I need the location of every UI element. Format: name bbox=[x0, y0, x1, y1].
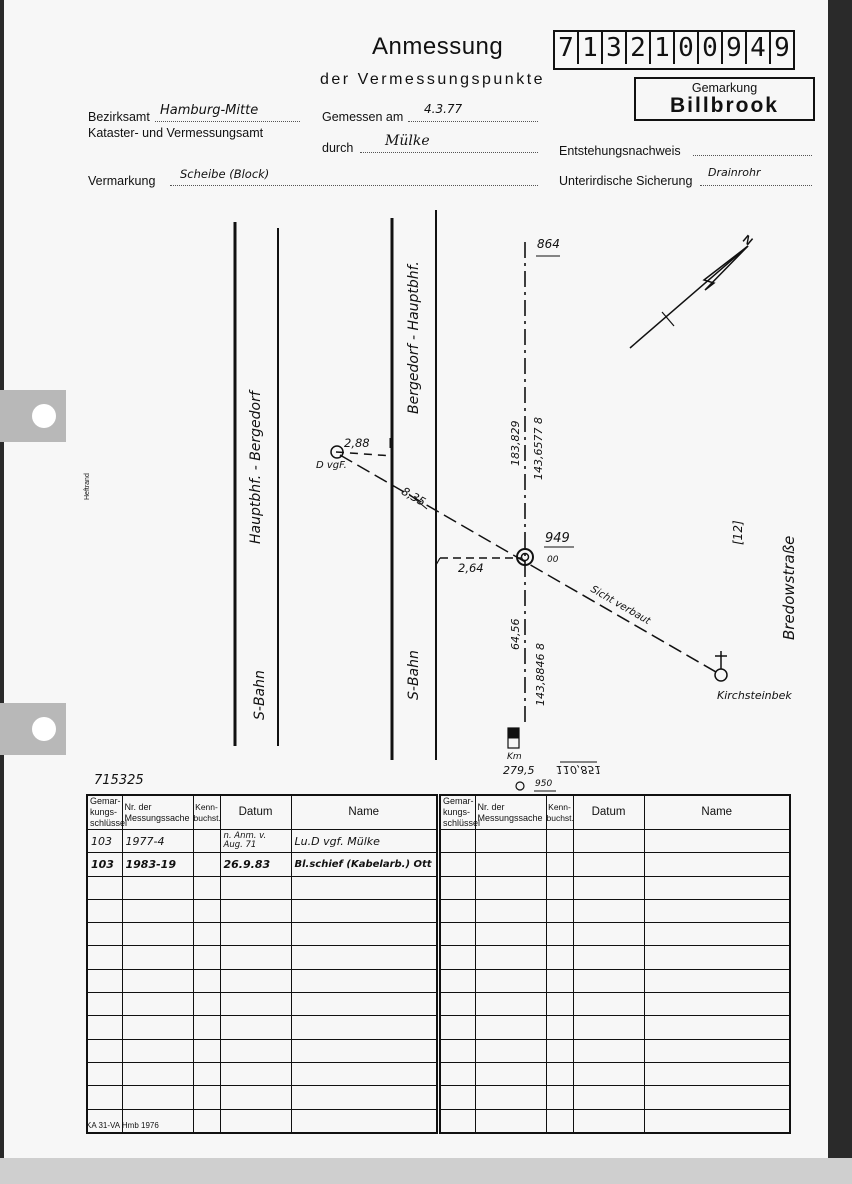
table-row-empty bbox=[440, 899, 790, 922]
table-row-empty bbox=[440, 1086, 790, 1109]
digit: 0 bbox=[699, 32, 723, 64]
cell-kenn bbox=[193, 830, 220, 853]
cell-gem: 103 bbox=[87, 853, 122, 876]
km-value: 279,5 bbox=[503, 764, 535, 777]
vermarkung-value: Scheibe (Block) bbox=[180, 167, 270, 181]
cell-nr: 1977-4 bbox=[122, 830, 193, 853]
table-row bbox=[87, 830, 437, 853]
table-row-empty bbox=[87, 946, 437, 969]
vermarkung-label: Vermarkung bbox=[88, 174, 156, 188]
digit: 3 bbox=[603, 32, 627, 64]
digit: 7 bbox=[555, 32, 579, 64]
track-right-label: Bergedorf - Hauptbhf. bbox=[406, 261, 422, 414]
track-left-sbahn: S-Bahn bbox=[252, 670, 268, 720]
table-row-empty bbox=[87, 923, 437, 946]
table-row-empty bbox=[440, 876, 790, 899]
table-row bbox=[87, 853, 437, 876]
offset-line bbox=[336, 452, 393, 456]
table-row-empty bbox=[440, 946, 790, 969]
col-kenn: Kenn-buchst. bbox=[546, 795, 573, 830]
mirrored-value: 110,851 bbox=[556, 763, 602, 776]
table-row-empty bbox=[87, 1062, 437, 1085]
km-label: Km bbox=[507, 752, 522, 762]
street-label: Bredowstraße bbox=[780, 535, 798, 640]
col-datum: Datum bbox=[573, 795, 644, 830]
table-row-empty bbox=[87, 899, 437, 922]
point-950: 950 bbox=[535, 779, 553, 789]
form-subtitle: der Vermessungspunkte bbox=[320, 71, 546, 88]
gemarkung-label: Gemarkung bbox=[691, 81, 758, 95]
church-label: Kirchsteinbek bbox=[717, 689, 792, 702]
digit: 0 bbox=[675, 32, 699, 64]
digit: 4 bbox=[747, 32, 771, 64]
north-arrow bbox=[630, 246, 748, 348]
table-row-empty bbox=[87, 969, 437, 992]
cell-gem: 103 bbox=[87, 830, 122, 853]
heftrand-label: Heftrand bbox=[84, 473, 91, 500]
table-row-empty bbox=[87, 1016, 437, 1039]
dim-2-88: 2,88 bbox=[344, 436, 370, 450]
digit: 2 bbox=[627, 32, 651, 64]
table-row-empty bbox=[440, 1062, 790, 1085]
cell-kenn bbox=[193, 853, 220, 876]
table-row-empty bbox=[440, 830, 790, 853]
col-nr: Nr. der Messungssache bbox=[122, 795, 193, 830]
dim-bottom-2: 143,8846 8 bbox=[534, 643, 547, 706]
digit: 9 bbox=[774, 33, 790, 63]
table-row-empty bbox=[440, 993, 790, 1016]
gemessen-label: Gemessen am bbox=[322, 110, 404, 124]
registry-table-right bbox=[439, 794, 791, 1134]
table-row-empty bbox=[440, 1109, 790, 1133]
table-row-empty bbox=[87, 1086, 437, 1109]
col-name: Name bbox=[291, 795, 437, 830]
table-row-empty bbox=[440, 969, 790, 992]
bezirksamt-value: Hamburg-Mitte bbox=[160, 103, 259, 118]
durch-value: Mülke bbox=[385, 133, 430, 149]
table-row-empty bbox=[87, 876, 437, 899]
table-row-empty bbox=[87, 1039, 437, 1062]
sicht-verbaut: Sicht verbaut bbox=[588, 584, 653, 628]
point-949: 949 bbox=[545, 531, 570, 546]
digit: 1 bbox=[651, 32, 675, 64]
table-reference: 715325 bbox=[94, 773, 144, 788]
entstehung-label: Entstehungsnachweis bbox=[559, 144, 681, 158]
point-d-label: D vgF. bbox=[316, 460, 347, 471]
unterirdisch-value: Drainrohr bbox=[708, 166, 761, 179]
cell-name: Bl.schief (Kabelarb.) Ott bbox=[291, 853, 437, 876]
track-left-label: Hauptbhf. - Bergedorf bbox=[248, 391, 264, 544]
unterirdisch-label: Unterirdische Sicherung bbox=[559, 174, 693, 188]
church-symbol bbox=[715, 669, 727, 681]
table-row-empty bbox=[440, 923, 790, 946]
table-row-empty bbox=[440, 1039, 790, 1062]
col-datum: Datum bbox=[220, 795, 291, 830]
parcel-label: [12] bbox=[731, 520, 745, 545]
cell-name: Lu.D vgf. Mülke bbox=[291, 830, 437, 853]
col-gemarkung: Gemar-kungs-schlüssel bbox=[440, 795, 475, 830]
dim-2-64: 2,64 bbox=[458, 561, 484, 575]
form-footer: KA 31-VA Hmb 1976 bbox=[86, 1121, 159, 1130]
dim-top-1: 183,829 bbox=[509, 420, 522, 466]
col-nr: Nr. der Messungssache bbox=[475, 795, 546, 830]
col-kenn: Kenn-buchst. bbox=[193, 795, 220, 830]
cell-datum: n. Anm. v. Aug. 71 bbox=[220, 830, 291, 853]
dim-bottom-1: 64,56 bbox=[509, 618, 522, 650]
registry-table-left bbox=[86, 794, 438, 1134]
cell-nr: 1983-19 bbox=[122, 853, 193, 876]
col-gemarkung: Gemar-kungs-schlüssel bbox=[87, 795, 122, 830]
col-name: Name bbox=[644, 795, 790, 830]
kataster-label: Kataster- und Vermessungsamt bbox=[88, 126, 264, 140]
cell-datum: 26.9.83 bbox=[220, 853, 291, 876]
bezirksamt-label: Bezirksamt bbox=[88, 110, 150, 124]
point-864: 864 bbox=[537, 237, 560, 251]
track-right-sbahn: S-Bahn bbox=[406, 650, 422, 700]
dim-top-2: 143,6577 8 bbox=[532, 417, 545, 480]
north-label: N bbox=[740, 232, 756, 249]
table-row-empty bbox=[440, 1016, 790, 1039]
digit: 1 bbox=[579, 32, 603, 64]
table-row-empty bbox=[87, 993, 437, 1016]
form-title: Anmessung bbox=[372, 33, 504, 60]
durch-label: durch bbox=[322, 141, 354, 155]
dim-8-35: 8,35 bbox=[399, 484, 429, 509]
table-row-empty bbox=[440, 853, 790, 876]
point-949-sub: 00 bbox=[547, 555, 559, 565]
digit: 9 bbox=[723, 32, 747, 64]
gemarkung-value: Billbrook bbox=[669, 94, 779, 117]
gemessen-value: 4.3.77 bbox=[424, 102, 463, 116]
